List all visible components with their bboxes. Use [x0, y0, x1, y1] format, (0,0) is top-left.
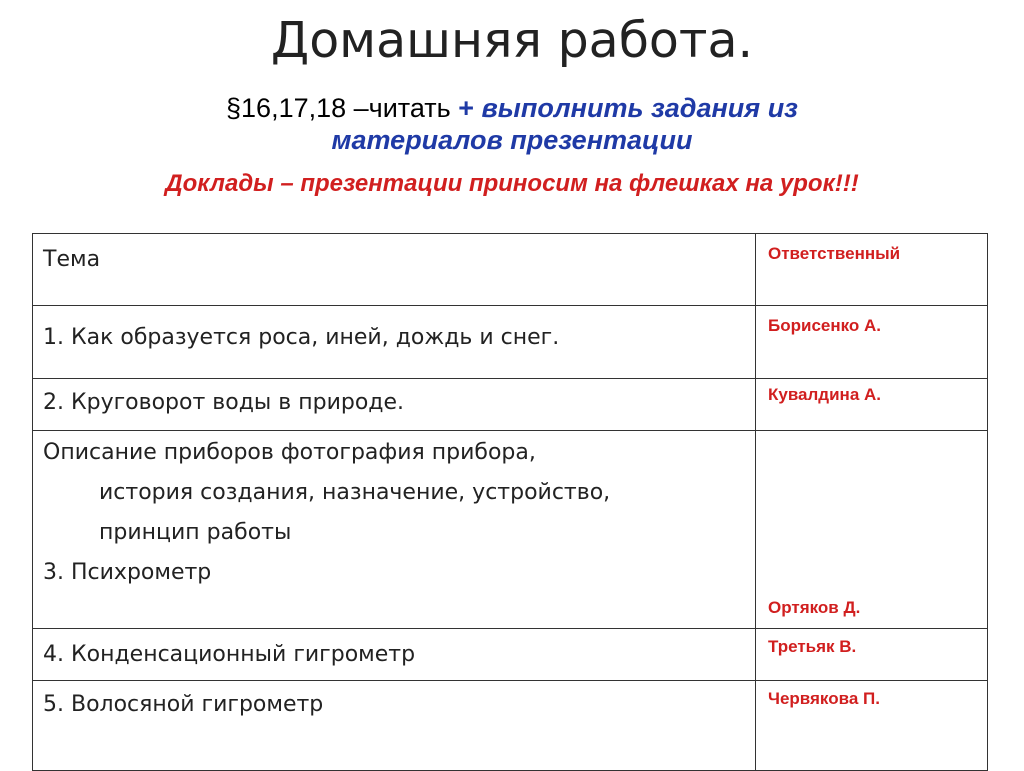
table-row	[33, 306, 988, 379]
slide-notice: Доклады – презентации приносим на флешках на урок!!!	[165, 170, 859, 197]
subtitle-blue-line2: материалов презентации	[331, 125, 693, 155]
row-2-responsible: Кувалдина А.	[756, 379, 988, 431]
row-4-topic: 4. Конденсационный гигрометр	[33, 629, 756, 681]
subtitle-plain: §16,17,18 –читать	[226, 93, 459, 123]
row-3-topic-line3: принцип работы	[99, 520, 292, 545]
row-3-topic-line1: Описание приборов фотография прибора,	[43, 440, 536, 465]
table-row	[33, 681, 988, 771]
row-1-responsible: Борисенко А.	[756, 306, 988, 379]
row-3-topic	[33, 431, 756, 629]
row-5-topic: 5. Волосяной гигрометр	[33, 681, 756, 771]
row-1-topic: 1. Как образуется роса, иней, дождь и снег.	[33, 306, 756, 379]
row-3-topic-line4: 3. Психрометр	[43, 560, 212, 585]
table-row	[33, 431, 988, 629]
header-topic: Тема	[33, 234, 756, 306]
header-responsible: Ответственный	[756, 234, 988, 306]
row-4-responsible: Третьяк В.	[756, 629, 988, 681]
subtitle-plus: +	[458, 93, 474, 123]
row-2-topic: 2. Круговорот воды в природе.	[33, 379, 756, 431]
row-3-responsible-cell	[756, 431, 988, 629]
table-header-row	[33, 234, 988, 306]
slide-subtitle	[0, 92, 1024, 156]
subtitle-blue-line1: выполнить задания из	[474, 93, 798, 123]
assignments-table	[32, 233, 988, 771]
table-row	[33, 379, 988, 431]
slide-title: Домашняя работа.	[270, 12, 754, 69]
table-row	[33, 629, 988, 681]
row-5-responsible: Червякова П.	[756, 681, 988, 771]
row-3-topic-line2: история создания, назначение, устройство,	[99, 480, 611, 505]
row-3-responsible: Ортяков Д.	[768, 598, 861, 617]
